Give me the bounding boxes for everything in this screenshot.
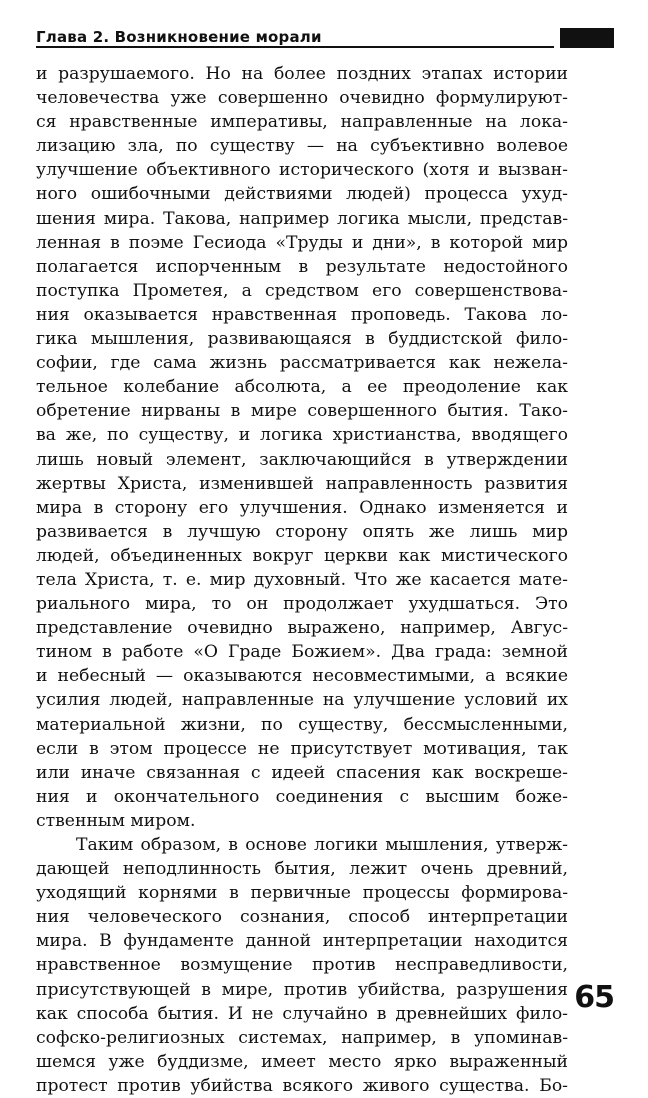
text-line: ся нравственные императивы, направленные на лока- [36, 112, 568, 133]
text-line: обретение нирваны в мире совершенного бытия. Тако- [36, 401, 568, 422]
running-header [36, 26, 614, 48]
text-line: или иначе связанная с идеей спасения как воскреше- [36, 762, 568, 783]
text-line: ного ошибочными действиями людей) процесса ухуд- [36, 184, 568, 205]
text-line: гика мышления, развивающаяся в буддистской фило- [36, 329, 568, 350]
text-line: ва же, по существу, и логика христианства, вводящего [36, 425, 568, 446]
text-line: как способа бытия. И не случайно в древнейших фило- [36, 1003, 568, 1024]
text-line: Таким образом, в основе логики мышления, утверж- [76, 835, 568, 855]
text-line: полагается испорченным в результате недостойного [36, 256, 568, 277]
text-line: и небесный — оказываются несовместимыми, а всякие [36, 666, 568, 687]
text-line: протест против убийства всякого живого существа. Бо- [36, 1075, 568, 1096]
text-line: ственным миром. [36, 810, 196, 831]
text-line: софско-религиозных системах, например, в упоминав- [36, 1027, 568, 1048]
text-line: мира. В фундаменте данной интерпретации находится [36, 931, 568, 952]
text-line: ния и окончательного соединения с высшим боже- [36, 786, 568, 807]
text-line: поступка Прометея, а средством его совершенствова- [36, 280, 568, 301]
text-line: дающей неподлинность бытия, лежит очень древний, [36, 859, 568, 880]
text-line: шения мира. Такова, например логика мысли, представ- [36, 208, 568, 229]
page-body [36, 62, 568, 1098]
text-line: усилия людей, направленные на улучшение условий их [36, 690, 568, 711]
text-line: софии, где сама жизнь рассматривается как нежела- [36, 353, 568, 374]
header-black-block [560, 28, 614, 48]
text-line: нравственное возмущение против несправедливости, [36, 955, 568, 976]
text-line: тела Христа, т. е. мир духовный. Что же касается мате- [36, 569, 568, 590]
text-line: присутствующей в мире, против убийства, разрушения [36, 979, 568, 1000]
text-line: ния человеческого сознания, способ интерпретации [36, 907, 568, 928]
text-line: тином в работе «О Граде Божием». Два града: земной [36, 642, 568, 663]
text-line: улучшение объективного исторического (хотя и вызван- [36, 160, 568, 181]
text-line: представление очевидно выражено, например, Авгус- [36, 618, 568, 639]
text-line: развивается в лучшую сторону опять же лишь мир [36, 521, 568, 542]
text-line: риального мира, то он продолжает ухудшаться. Это [36, 594, 568, 615]
text-line: материальной жизни, по существу, бессмысленными, [36, 714, 568, 735]
text-line: и разрушаемого. Но на более поздних этапах истории [36, 64, 568, 84]
text-line: человечества уже совершенно очевидно формулируют- [36, 88, 568, 109]
text-line: тельное колебание абсолюта, а ее преодоление как [36, 377, 568, 398]
text-line: ленная в поэме Гесиода «Труды и дни», в которой мир [36, 232, 568, 253]
text-line: если в этом процессе не присутствует мотивация, так [36, 738, 568, 759]
text-line: уходящий корнями в первичные процессы формирова- [36, 883, 568, 904]
text-line: лизацию зла, по существу — на субъективно волевое [36, 136, 568, 157]
page-number: 65 [574, 980, 614, 1015]
text-line: лишь новый элемент, заключающийся в утверждении [36, 449, 568, 470]
text-line: людей, объединенных вокруг церкви как мистического [36, 545, 568, 566]
header-rule [36, 46, 554, 48]
text-line: шемся уже буддизме, имеет место ярко выраженный [36, 1051, 568, 1072]
chapter-title: Глава 2. Возникновение морали [36, 28, 322, 46]
text-line: жертвы Христа, изменившей направленность развития [36, 473, 568, 494]
text-line: мира в сторону его улучшения. Однако изменяется и [36, 497, 568, 518]
text-line: ния оказывается нравственная проповедь. Такова ло- [36, 304, 568, 325]
